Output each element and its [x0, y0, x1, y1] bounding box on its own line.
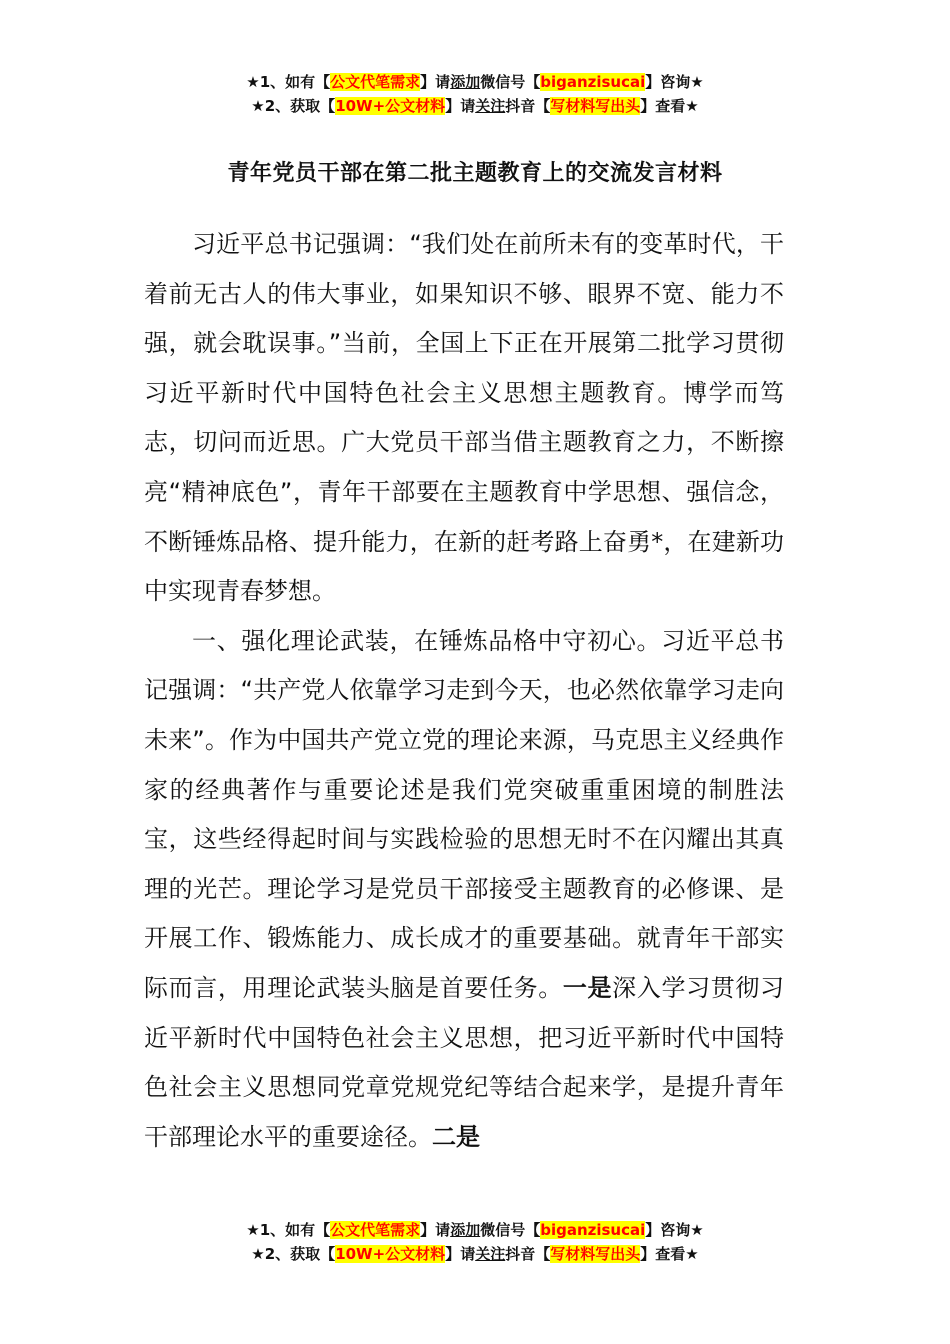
- banner-star-icon: ★: [251, 97, 265, 115]
- point-label: 二是: [432, 1122, 480, 1151]
- banner-star-icon: ★: [246, 73, 260, 91]
- wechat-id: biganzisucai: [540, 73, 646, 91]
- banner-highlight: 公文代笔需求: [330, 73, 421, 91]
- banner-highlight: 公文代笔需求: [330, 1221, 421, 1239]
- banner-star-icon: ★: [251, 1245, 265, 1263]
- banner-line-2: ★2、获取【10W+公文材料】请关注抖音【写材料写出头】查看★: [251, 97, 699, 115]
- banner-line-1: ★1、如有【公文代笔需求】请添加微信号【biganzisucai】咨询★: [246, 73, 704, 91]
- wechat-id: biganzisucai: [540, 1221, 646, 1239]
- banner-highlight: 10W+公文材料: [335, 97, 446, 115]
- paragraph-intro: 习近平总书记强调：“我们处在前所未有的变革时代，干着前无古人的伟大事业，如果知识不够、眼界不宽、能力不强，就会耽误事。”当前，全国上下正在开展第二批学习贯彻习近平新时代中国特色社会主义思想主题教育。博学而笃志，切问而近思。广大党员干部当借主题教育之力，不断擦亮“精神底色”，青年干部要在主题教育中学思想、强信念，不断锤炼品格、提升能力，在新的赶考路上奋勇*，在建新功中实现青春梦想。: [144, 230, 784, 606]
- douyin-account: 写材料写出头: [550, 97, 641, 115]
- point-label: 一是: [562, 973, 613, 1002]
- document-body: [144, 220, 784, 1162]
- header-banner: [0, 70, 950, 118]
- document-title: 青年党员干部在第二批主题教育上的交流发言材料: [227, 161, 723, 186]
- footer-banner: [0, 1218, 950, 1266]
- banner-star-icon: ★: [246, 1221, 260, 1239]
- banner-line-2: ★2、获取【10W+公文材料】请关注抖音【写材料写出头】查看★: [251, 1245, 699, 1263]
- banner-line-1: ★1、如有【公文代笔需求】请添加微信号【biganzisucai】咨询★: [246, 1221, 704, 1239]
- douyin-account: 写材料写出头: [550, 1245, 641, 1263]
- paragraph-section-one: 一、强化理论武装，在锤炼品格中守初心。习近平总书记强调：“共产党人依靠学习走到今天，也必然依靠学习走向未来”。作为中国共产党立党的理论来源，马克思主义经典作家的经典著作与重要论述是我们党突破重重困境的制胜法宝，这些经得起时间与实践检验的思想无时不在闪耀出其真理的光芒。理论学习是党员干部接受主题教育的必修课、是开展工作、锻炼能力、成长成才的重要基础。就青年干部实际而言，用理论武装头脑是首要任务。一是深入学习贯彻习近平新时代中国特色社会主义思想，把习近平新时代中国特色社会主义思想同党章党规党纪等结合起来学，是提升青年干部理论水平的重要途径。二是: [144, 626, 785, 1151]
- banner-highlight: 10W+公文材料: [335, 1245, 446, 1263]
